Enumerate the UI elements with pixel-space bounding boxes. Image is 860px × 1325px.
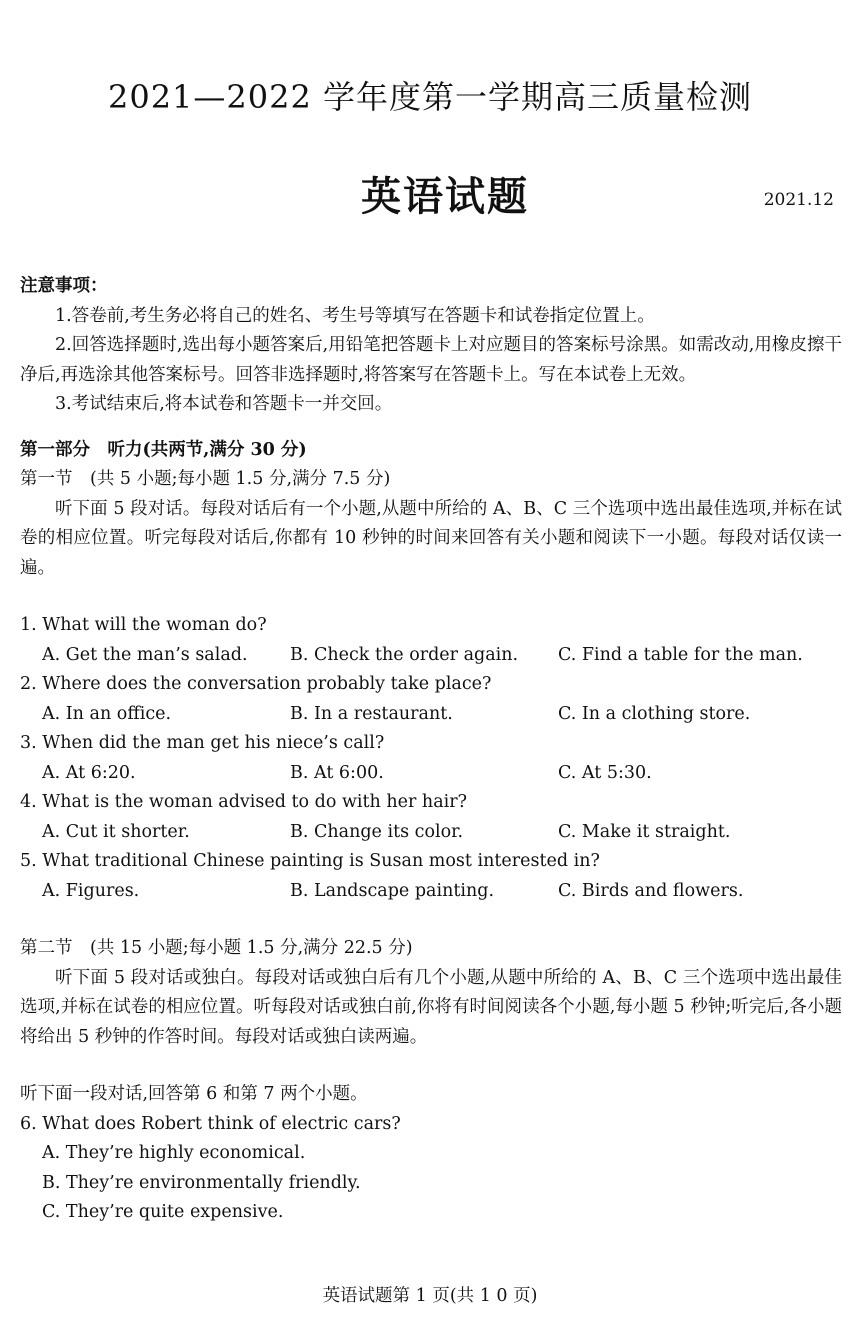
section2-instructions: 听下面 5 段对话或独白。每段对话或独白后有几个小题,从题中所给的 A、B、C 三个选项中选出最佳选项,并标在试卷的相应位置。听每段对话或独白前,你将有时间阅读各个小题,每小题 5 秒钟;听完后,各小题将给出 5 秒钟的作答时间。每段对话或独白读两遍。 xyxy=(20,967,842,1047)
option-a: A. Figures. xyxy=(42,880,140,901)
notice-item-1: 1.答卷前,考生务必将自己的姓名、考生号等填写在答题卡和试卷指定位置上。 xyxy=(55,305,655,326)
option-c: C. They’re quite expensive. xyxy=(42,1202,284,1222)
notice-item-3: 3.考试结束后,将本试卷和答题卡一并交回。 xyxy=(55,394,393,414)
question-stem: 4. What is the woman advised to do with her hair? xyxy=(20,792,467,812)
exam-content xyxy=(20,272,842,1228)
exam-date: 2021.12 xyxy=(763,190,834,210)
option-a: A. At 6:20. xyxy=(42,762,136,783)
page-footer: 英语试题第 1 页(共 1 0 页) xyxy=(322,1286,538,1306)
option-a: A. In an office. xyxy=(42,703,172,724)
option-b: B. Change its color. xyxy=(290,821,464,842)
question-options xyxy=(20,700,842,730)
section2-heading: 第二节 (共 15 小题;每小题 1.5 分,满分 22.5 分) xyxy=(20,938,413,958)
notice-heading: 注意事项： xyxy=(20,276,108,296)
question-stem: 1. What will the woman do? xyxy=(20,615,267,635)
question-stem: 5. What traditional Chinese painting is Susan most interested in? xyxy=(20,851,600,871)
option-a: A. Cut it shorter. xyxy=(42,821,190,842)
option-c: C. Birds and flowers. xyxy=(558,880,744,901)
question-options xyxy=(20,818,842,848)
passage-intro: 听下面一段对话,回答第 6 和第 7 两个小题。 xyxy=(20,1084,368,1104)
question-options xyxy=(20,759,842,789)
question-options xyxy=(20,877,842,907)
part1-heading: 第一部分 听力(共两节,满分 30 分) xyxy=(20,439,307,460)
option-b: B. Landscape painting. xyxy=(290,880,495,901)
option-b: B. In a restaurant. xyxy=(290,703,453,724)
option-a: A. Get the man’s salad. xyxy=(42,644,248,665)
option-c: C. At 5:30. xyxy=(558,762,652,783)
option-c: C. In a clothing store. xyxy=(558,703,751,724)
question-stem: 2. Where does the conversation probably take place? xyxy=(20,674,492,694)
question-options xyxy=(20,641,842,671)
subject-title: 英语试题 xyxy=(361,173,529,220)
exam-title: 2021—2022 学年度第一学期高三质量检测 xyxy=(107,78,753,116)
question-stem: 3. When did the man get his niece’s call? xyxy=(20,733,385,753)
option-b: B. Check the order again. xyxy=(290,644,519,665)
option-a: A. They’re highly economical. xyxy=(42,1143,306,1163)
option-c: C. Find a table for the man. xyxy=(558,644,803,665)
option-c: C. Make it straight. xyxy=(558,821,731,842)
question-stem: 6. What does Robert think of electric cars? xyxy=(20,1113,401,1134)
section1-heading: 第一节 (共 5 小题;每小题 1.5 分,满分 7.5 分) xyxy=(20,469,391,489)
option-b: B. They’re environmentally friendly. xyxy=(42,1172,361,1193)
option-b: B. At 6:00. xyxy=(290,762,384,783)
section1-instructions: 听下面 5 段对话。每段对话后有一个小题,从题中所给的 A、B、C 三个选项中选出最佳选项,并标在试卷的相应位置。听完每段对话后,你都有 10 秒钟的时间来回答有关小题和阅读下一小题。每段对话仅读一遍。 xyxy=(20,498,842,578)
notice-item-2: 2.回答选择题时,选出每小题答案后,用铅笔把答题卡上对应题目的答案标号涂黑。如需改动,用橡皮擦干净后,再选涂其他答案标号。回答非选择题时,将答案写在答题卡上。写在本试卷上无效。 xyxy=(20,335,842,385)
